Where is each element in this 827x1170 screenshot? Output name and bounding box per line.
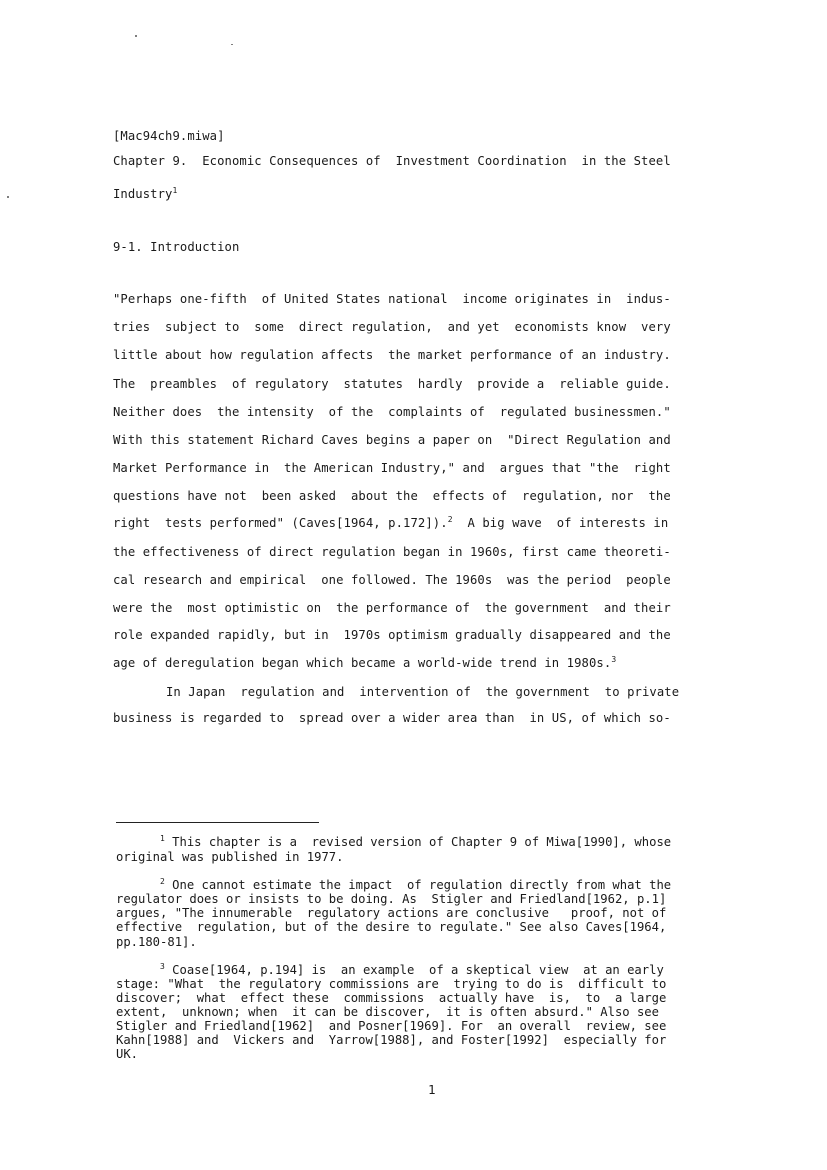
footnote-text: This chapter is a revised version of Chapter 9 of Miwa[1990], whose <box>172 835 672 849</box>
body-line-11: cal research and empirical one followed. The 1960s was the period people <box>113 573 671 587</box>
scan-speck <box>135 35 137 37</box>
footnote-marker: 1 <box>172 185 178 195</box>
footnote-3-line-3: discover; what effect these commissions actually have is, to a large <box>116 991 667 1005</box>
body-line-6: With this statement Richard Caves begins a paper on "Direct Regulation and <box>113 433 671 447</box>
body-line-7: Market Performance in the American Industry," and argues that "the right <box>113 461 671 475</box>
chapter-title-word: Industry <box>113 187 173 201</box>
footnote-3-line-7: UK. <box>116 1047 139 1061</box>
body-line-3: little about how regulation affects the market performance of an industry. <box>113 348 671 362</box>
chapter-title-line-1: Chapter 9. Economic Consequences of Investment Coordination in the Steel <box>113 154 671 168</box>
page-number: 1 <box>428 1082 436 1097</box>
footnote-2-line-2: regulator does or insists to be doing. As Stigler and Friedland[1962, p.1] <box>116 892 667 906</box>
body-line-1: "Perhaps one-fifth of United States national income originates in indus- <box>113 292 671 306</box>
footnote-3-line-4: extent, unknown; when it can be discover, it is often absurd." Also see <box>116 1005 659 1019</box>
footnote-marker: 2 <box>447 514 453 524</box>
footnote-text: Coase[1964, p.194] is an example of a skeptical view at an early <box>172 963 664 977</box>
footnote-2-line-5: pp.180-81]. <box>116 935 197 949</box>
file-tag: [Mac94ch9.miwa] <box>113 129 225 143</box>
body-line-10: the effectiveness of direct regulation began in 1960s, first came theoreti- <box>113 545 671 559</box>
body-line-9-tail: A big wave of interests in <box>452 516 669 530</box>
footnote-2-line-4: effective regulation, but of the desire to regulate." See also Caves[1964, <box>116 920 667 934</box>
body-line-4: The preambles of regulatory statutes hardly provide a reliable guide. <box>113 377 671 391</box>
chapter-title-line-2 <box>113 187 177 201</box>
footnote-marker: 2 <box>160 876 165 886</box>
footnote-2-line-1 <box>160 876 672 892</box>
section-heading: 9-1. Introduction <box>113 240 240 254</box>
scan-speck <box>231 44 233 45</box>
footnote-3-line-5: Stigler and Friedland[1962] and Posner[1969]. For an overall review, see <box>116 1019 667 1033</box>
footnote-3-line-1 <box>160 961 664 977</box>
body-line-9 <box>113 516 668 530</box>
body-line-5: Neither does the intensity of the complaints of regulated businessmen." <box>113 405 671 419</box>
body-line-9-text: right tests performed" (Caves[1964, p.172]). <box>113 516 448 530</box>
footnote-separator <box>116 822 319 823</box>
body-line-14-text: age of deregulation began which became a world-wide trend in 1980s. <box>113 656 612 670</box>
body-line-13: role expanded rapidly, but in 1970s optimism gradually disappeared and the <box>113 628 671 642</box>
body-line-8: questions have not been asked about the effects of regulation, nor the <box>113 489 671 503</box>
body-line-2: tries subject to some direct regulation, and yet economists know very <box>113 320 671 334</box>
body-line-15: In Japan regulation and intervention of the government to private <box>166 685 680 699</box>
scan-speck <box>7 196 9 198</box>
footnote-1-line-2: original was published in 1977. <box>116 850 344 864</box>
footnote-3-line-6: Kahn[1988] and Vickers and Yarrow[1988], and Foster[1992] especially for <box>116 1033 667 1047</box>
body-line-12: were the most optimistic on the performance of the government and their <box>113 601 671 615</box>
footnote-2-line-3: argues, "The innumerable regulatory actions are conclusive proof, not of <box>116 906 667 920</box>
body-line-16: business is regarded to spread over a wider area than in US, of which so- <box>113 711 671 725</box>
footnote-marker: 3 <box>160 961 165 971</box>
footnote-3-line-2: stage: "What the regulatory commissions are trying to do is difficult to <box>116 977 667 991</box>
footnote-1-line-1 <box>160 833 672 849</box>
footnote-marker: 3 <box>611 654 617 664</box>
footnote-marker: 1 <box>160 833 165 843</box>
body-line-14 <box>113 656 616 670</box>
footnote-text: One cannot estimate the impact of regulation directly from what the <box>172 878 672 892</box>
